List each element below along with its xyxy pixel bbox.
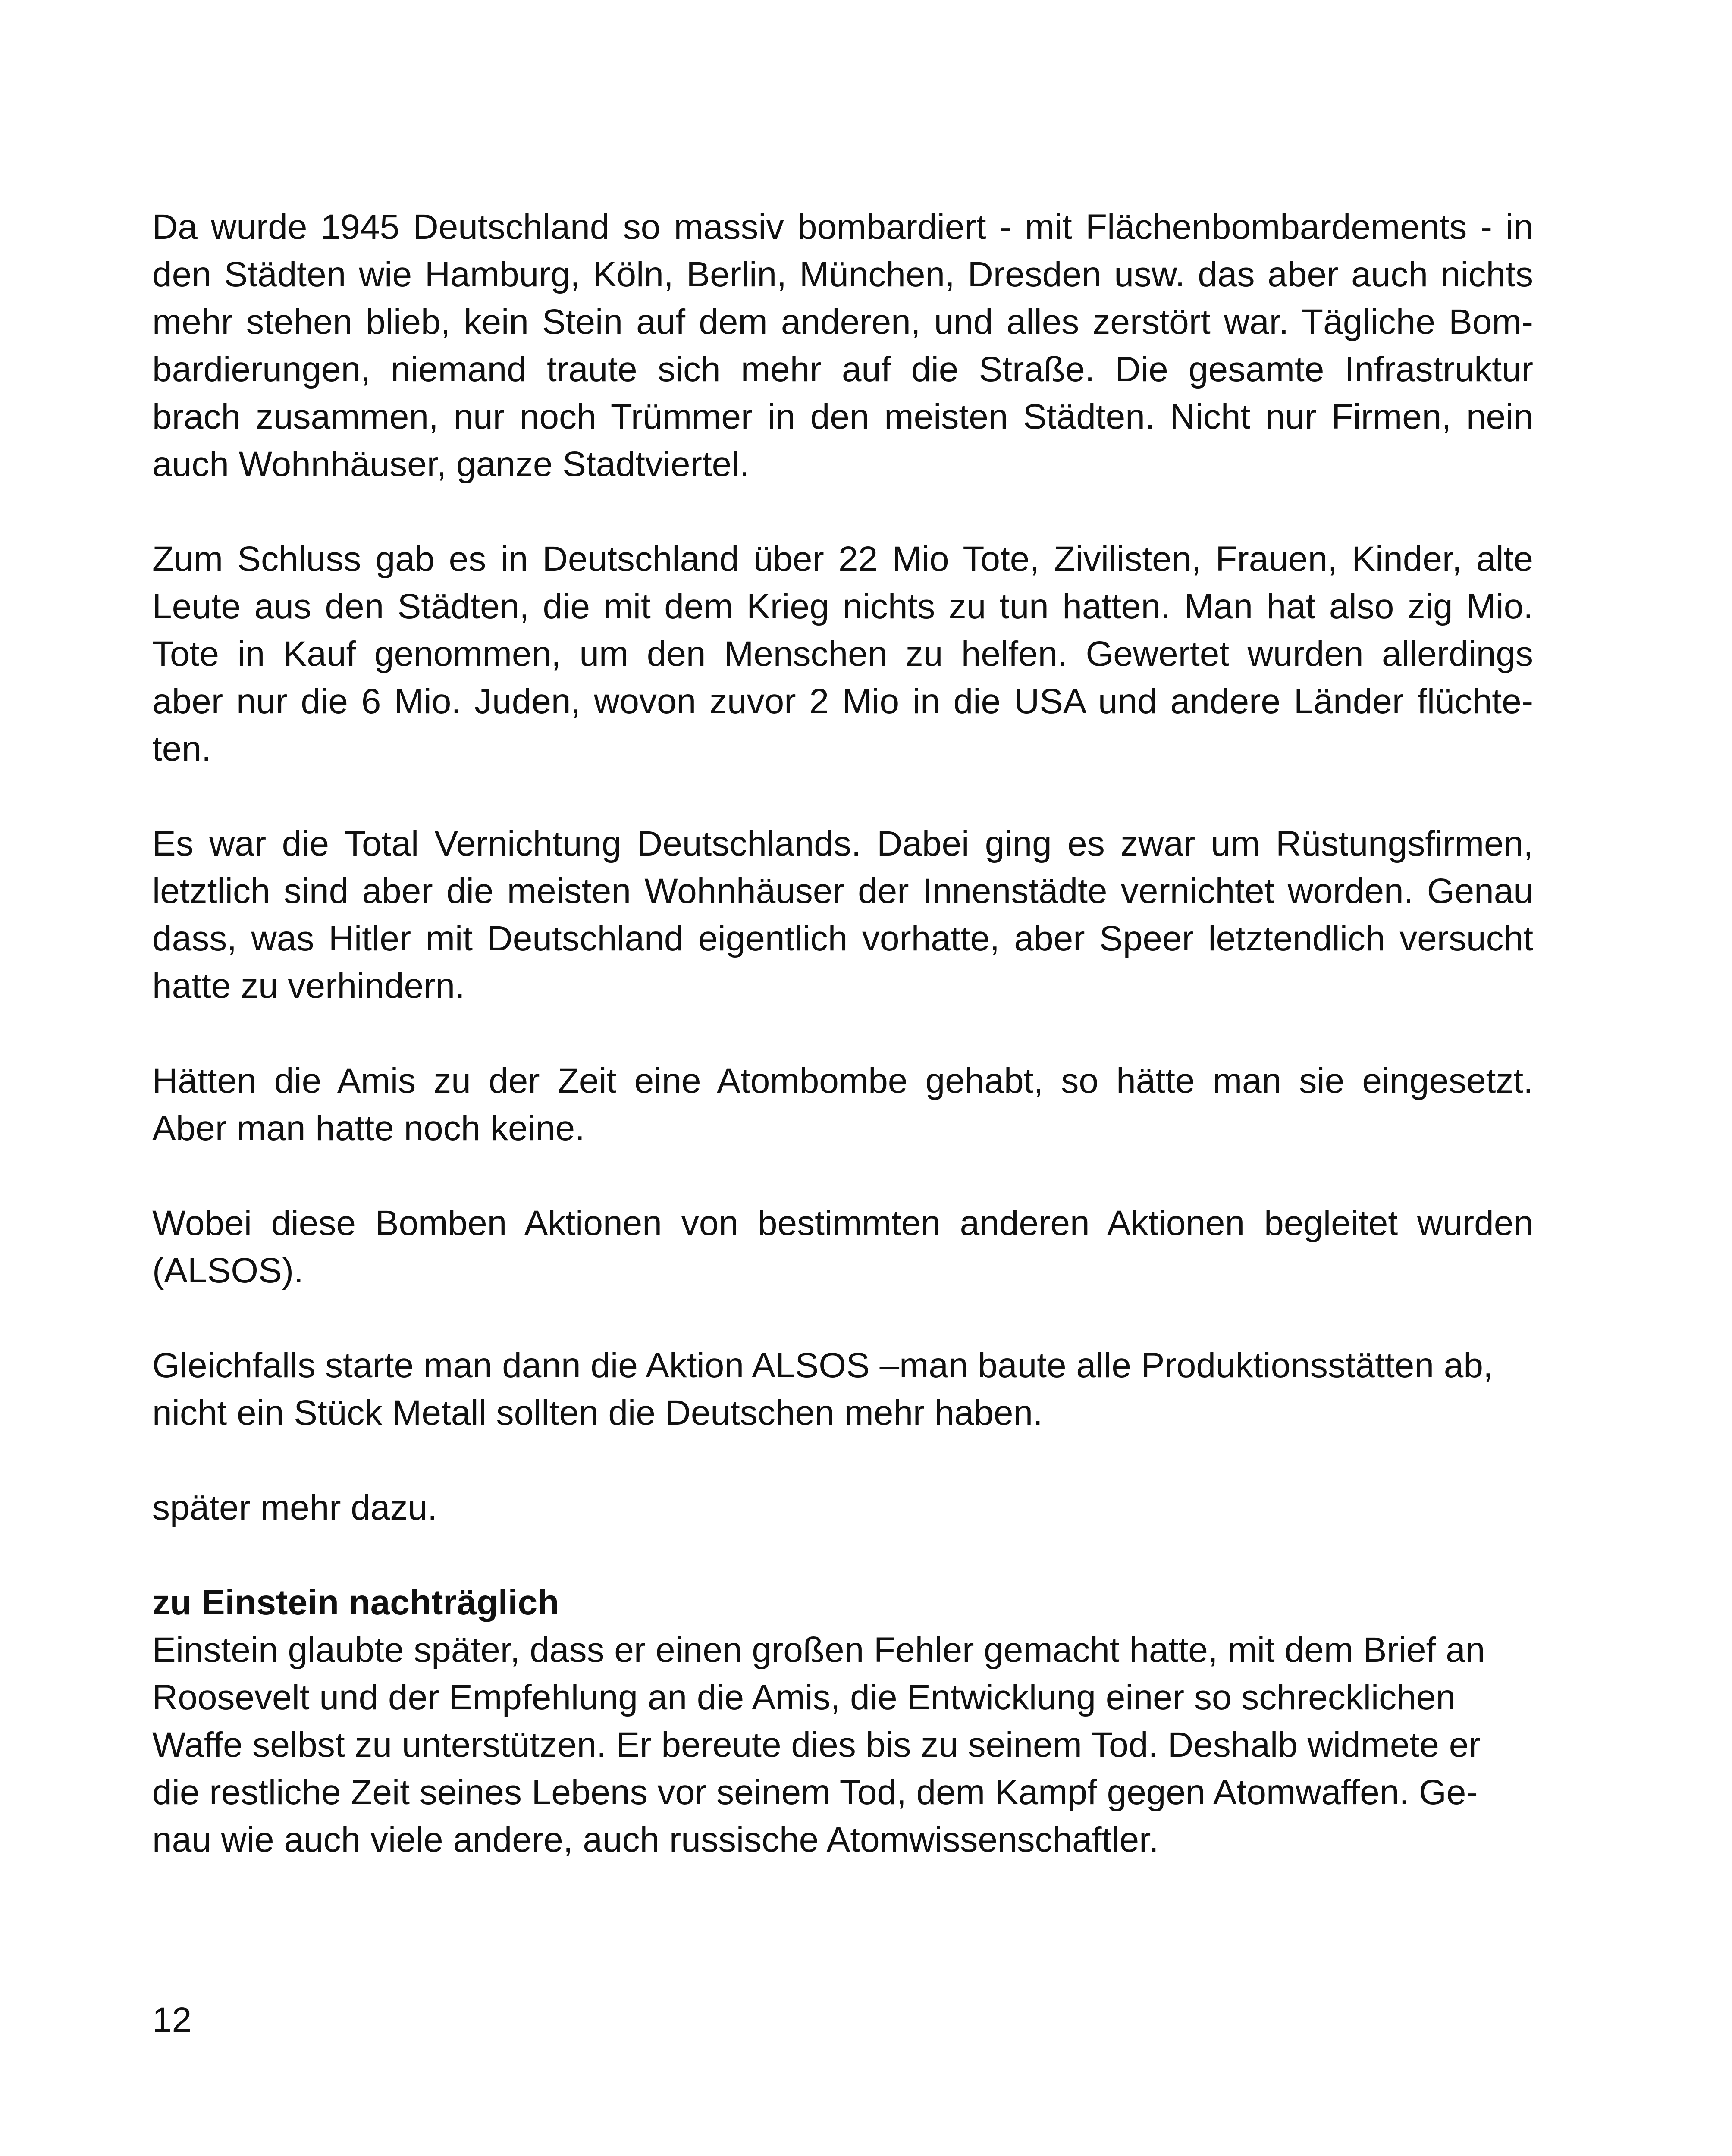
paragraph-alsos bbox=[152, 1342, 1533, 1437]
page-number: 12 bbox=[152, 2000, 192, 2040]
section-einstein bbox=[152, 1579, 1533, 1864]
text-line: (ALSOS). bbox=[152, 1251, 304, 1290]
text-line: auch Wohnhäuser, ganze Stadtviertel. bbox=[152, 445, 750, 484]
text-line: Tote in Kauf genommen, um den Menschen zu helfen. Gewertet wurden allerdings bbox=[152, 634, 1533, 674]
text-line: ten. bbox=[152, 729, 211, 768]
text-line: aber nur die 6 Mio. Juden, wovon zuvor 2 Mio in die USA und andere Länder flüchte- bbox=[152, 682, 1533, 721]
text-line: Da wurde 1945 Deutschland so massiv bombardiert - mit Flächenbombardements - in bbox=[152, 207, 1533, 247]
paragraph-destruction bbox=[152, 820, 1533, 1010]
text-line: Zum Schluss gab es in Deutschland über 22 Mio Tote, Zivilisten, Frauen, Kinder, alte bbox=[152, 539, 1533, 579]
text-line: Aber man hatte noch keine. bbox=[152, 1109, 585, 1148]
text-line: Gleichfalls starte man dann die Aktion ALSOS –man baute alle Produktionsstätten ab, bbox=[152, 1346, 1493, 1385]
text-line: später mehr dazu. bbox=[152, 1488, 437, 1527]
text-line: mehr stehen blieb, kein Stein auf dem anderen, und alles zerstört war. Tägliche Bom- bbox=[152, 302, 1533, 342]
text-line: Wobei diese Bomben Aktionen von bestimmten anderen Aktionen begleitet wurden bbox=[152, 1203, 1533, 1243]
text-line: Hätten die Amis zu der Zeit eine Atombombe gehabt, so hätte man sie eingesetzt. bbox=[152, 1061, 1533, 1100]
page-body bbox=[152, 204, 1533, 1911]
text-line: Roosevelt und der Empfehlung an die Amis, die Entwicklung einer so schrecklichen bbox=[152, 1678, 1456, 1717]
text-line: die restliche Zeit seines Lebens vor seinem Tod, dem Kampf gegen Atomwaffen. Ge- bbox=[152, 1773, 1478, 1812]
text-line: Leute aus den Städten, die mit dem Krieg nichts zu tun hatten. Man hat also zig Mio. bbox=[152, 587, 1533, 626]
text-line: brach zusammen, nur noch Trümmer in den meisten Städten. Nicht nur Firmen, nein bbox=[152, 397, 1533, 436]
text-line: Einstein glaubte später, dass er einen großen Fehler gemacht hatte, mit dem Brief an bbox=[152, 1630, 1485, 1670]
paragraph-spaeter bbox=[152, 1484, 1533, 1532]
text-line: bardierungen, niemand traute sich mehr auf die Straße. Die gesamte Infrastruktur bbox=[152, 350, 1533, 389]
text-line: dass, was Hitler mit Deutschland eigentlich vorhatte, aber Speer letztendlich versucht bbox=[152, 919, 1533, 958]
text-line: nicht ein Stück Metall sollten die Deutschen mehr haben. bbox=[152, 1393, 1043, 1432]
paragraph-atombombe bbox=[152, 1057, 1533, 1152]
text-line: Es war die Total Vernichtung Deutschlands. Dabei ging es zwar um Rüstungsfirmen, bbox=[152, 824, 1533, 863]
text-line: nau wie auch viele andere, auch russische Atomwissenschaftler. bbox=[152, 1820, 1159, 1859]
section-heading: zu Einstein nachträglich bbox=[152, 1583, 559, 1622]
text-line: Waffe selbst zu unterstützen. Er bereute dies bis zu seinem Tod. Deshalb widmete er bbox=[152, 1725, 1481, 1764]
paragraph-aktionen bbox=[152, 1200, 1533, 1294]
paragraph-casualties bbox=[152, 536, 1533, 773]
text-line: letztlich sind aber die meisten Wohnhäuser der Innenstädte vernichtet worden. Genau bbox=[152, 871, 1533, 911]
paragraph-bombing bbox=[152, 204, 1533, 488]
text-line: hatte zu verhindern. bbox=[152, 966, 465, 1006]
text-line: den Städten wie Hamburg, Köln, Berlin, München, Dresden usw. das aber auch nichts bbox=[152, 255, 1533, 294]
